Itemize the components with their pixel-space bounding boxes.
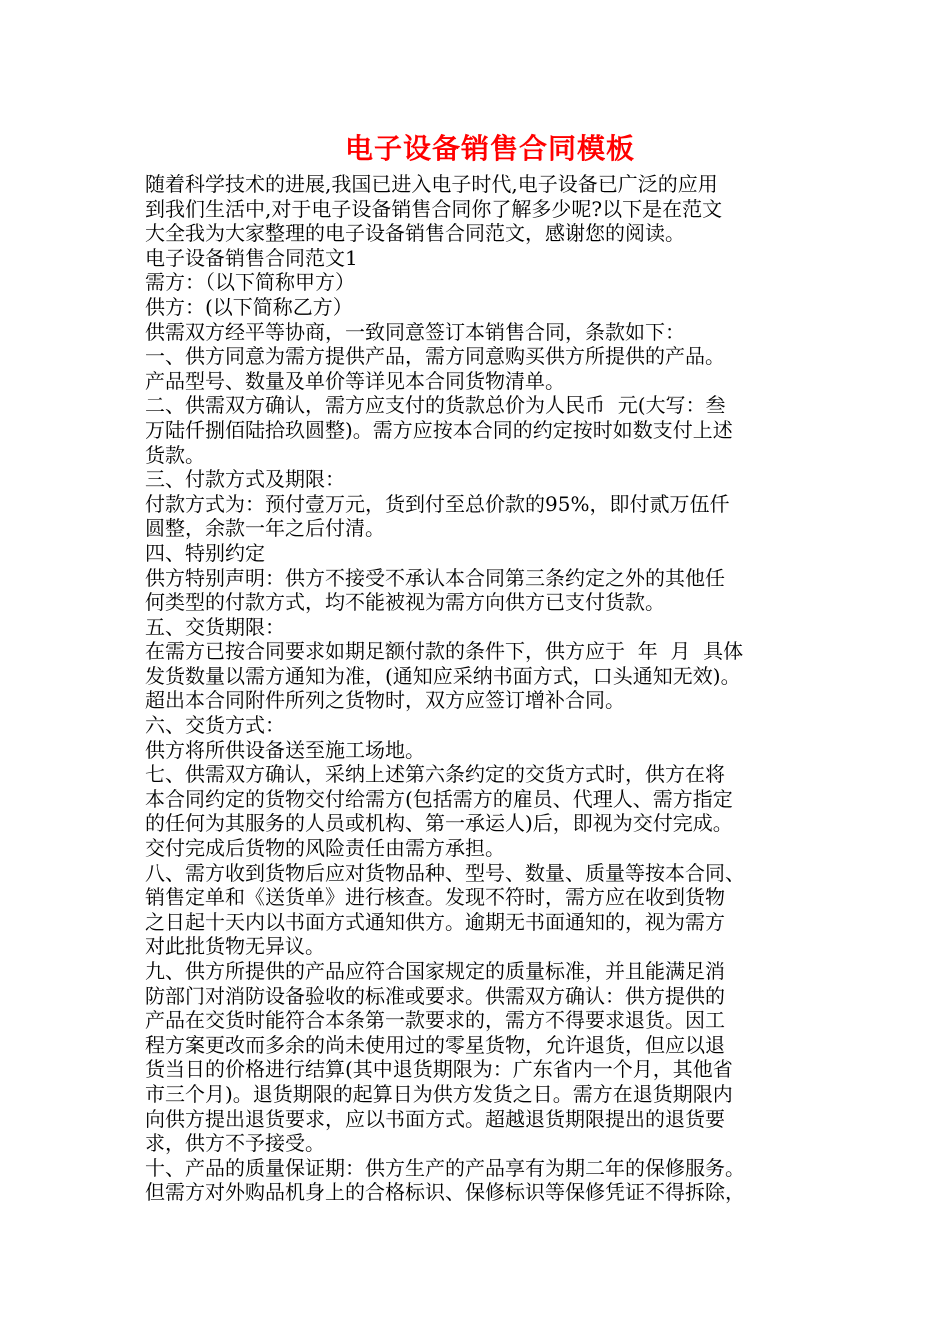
text-line: 付款方式为：预付壹万元，货到付至总价款的95%，即付贰万伍仟 (145, 491, 730, 516)
document-body (145, 172, 835, 1205)
text-line: 七、供需双方确认，采纳上述第六条约定的交货方式时，供方在将 (145, 762, 725, 787)
text-line: 之日起十天内以书面方式通知供方。逾期无书面通知的，视为需方 (145, 909, 725, 934)
text-line: 大全我为大家整理的电子设备销售合同范文，感谢您的阅读。 (145, 221, 685, 246)
text-line: 八、需方收到货物后应对货物品种、型号、数量、质量等按本合同、 (145, 860, 745, 885)
text-line: 向供方提出退货要求，应以书面方式。超越退货期限提出的退货要 (145, 1106, 725, 1131)
text-line: 求，供方不予接受。 (145, 1131, 325, 1156)
text-line: 在需方已按合同要求如期足额付款的条件下，供方应于 年 月 具体 (145, 639, 744, 664)
text-line: 但需方对外购品机身上的合格标识、保修标识等保修凭证不得拆除， (145, 1180, 745, 1205)
text-line: 四、特别约定 (145, 540, 265, 565)
text-line: 对此批货物无异议。 (145, 934, 325, 959)
text-line: 需方：（以下简称甲方） (145, 270, 355, 295)
text-line: 供方：(以下简称乙方） (145, 294, 353, 319)
text-line: 五、交货期限： (145, 614, 285, 639)
text-line: 货款。 (145, 442, 205, 467)
document-title: 电子设备销售合同模板 (344, 132, 635, 165)
text-line: 发货数量以需方通知为准，(通知应采纳书面方式，口头通知无效)。 (145, 663, 741, 688)
text-line: 销售定单和《送货单》进行核查。发现不符时，需方应在收到货物 (145, 885, 725, 910)
document-page (145, 126, 835, 1205)
text-line: 防部门对消防设备验收的标准或要求。供需双方确认：供方提供的 (145, 983, 725, 1008)
text-line: 六、交货方式： (145, 713, 285, 738)
text-line: 产品在交货时能符合本条第一款要求的，需方不得要求退货。因工 (145, 1008, 725, 1033)
text-line: 供方将所供设备送至施工场地。 (145, 737, 425, 762)
text-line: 供方特别声明：供方不接受不承认本合同第三条约定之外的其他任 (145, 565, 725, 590)
text-line: 二、供需双方确认，需方应支付的货款总价为人民币 元(大写：叁 (145, 393, 726, 418)
text-line: 九、供方所提供的产品应符合国家规定的质量标准，并且能满足消 (145, 959, 725, 983)
text-line: 货当日的价格进行结算(其中退货期限为：广东省内一个月，其他省 (145, 1057, 733, 1082)
text-line: 到我们生活中,对于电子设备销售合同你了解多少呢?以下是在范文 (145, 196, 723, 221)
text-line: 随着科学技术的进展,我国已进入电子时代,电子设备已广泛的应用 (145, 172, 718, 196)
text-line: 万陆仟捌佰陆拾玖圆整)。需方应按本合同的约定按时如数支付上述 (145, 417, 733, 442)
text-line: 十、产品的质量保证期：供方生产的产品享有为期二年的保修服务。 (145, 1155, 745, 1180)
text-line: 程方案更改而多余的尚未使用过的零星货物，允许退货，但应以退 (145, 1032, 725, 1057)
text-line: 产品型号、数量及单价等详见本合同货物清单。 (145, 368, 565, 393)
text-line: 一、供方同意为需方提供产品，需方同意购买供方所提供的产品。 (145, 344, 725, 369)
text-line: 圆整，余款一年之后付清。 (145, 516, 385, 541)
text-line: 市三个月)。退货期限的起算日为供方发货之日。需方在退货期限内 (145, 1081, 733, 1106)
text-line: 何类型的付款方式，均不能被视为需方向供方已支付货款。 (145, 590, 665, 615)
text-line: 超出本合同附件所列之货物时，双方应签订增补合同。 (145, 688, 625, 713)
text-line: 交付完成后货物的风险责任由需方承担。 (145, 836, 505, 861)
text-line: 本合同约定的货物交付给需方(包括需方的雇员、代理人、需方指定 (145, 786, 733, 811)
text-line: 供需双方经平等协商，一致同意签订本销售合同，条款如下： (145, 319, 685, 344)
text-line: 三、付款方式及期限： (145, 467, 345, 492)
text-line: 的任何为其服务的人员或机构、第一承运人)后，即视为交付完成。 (145, 811, 733, 836)
text-line: 电子设备销售合同范文1 (145, 245, 358, 270)
